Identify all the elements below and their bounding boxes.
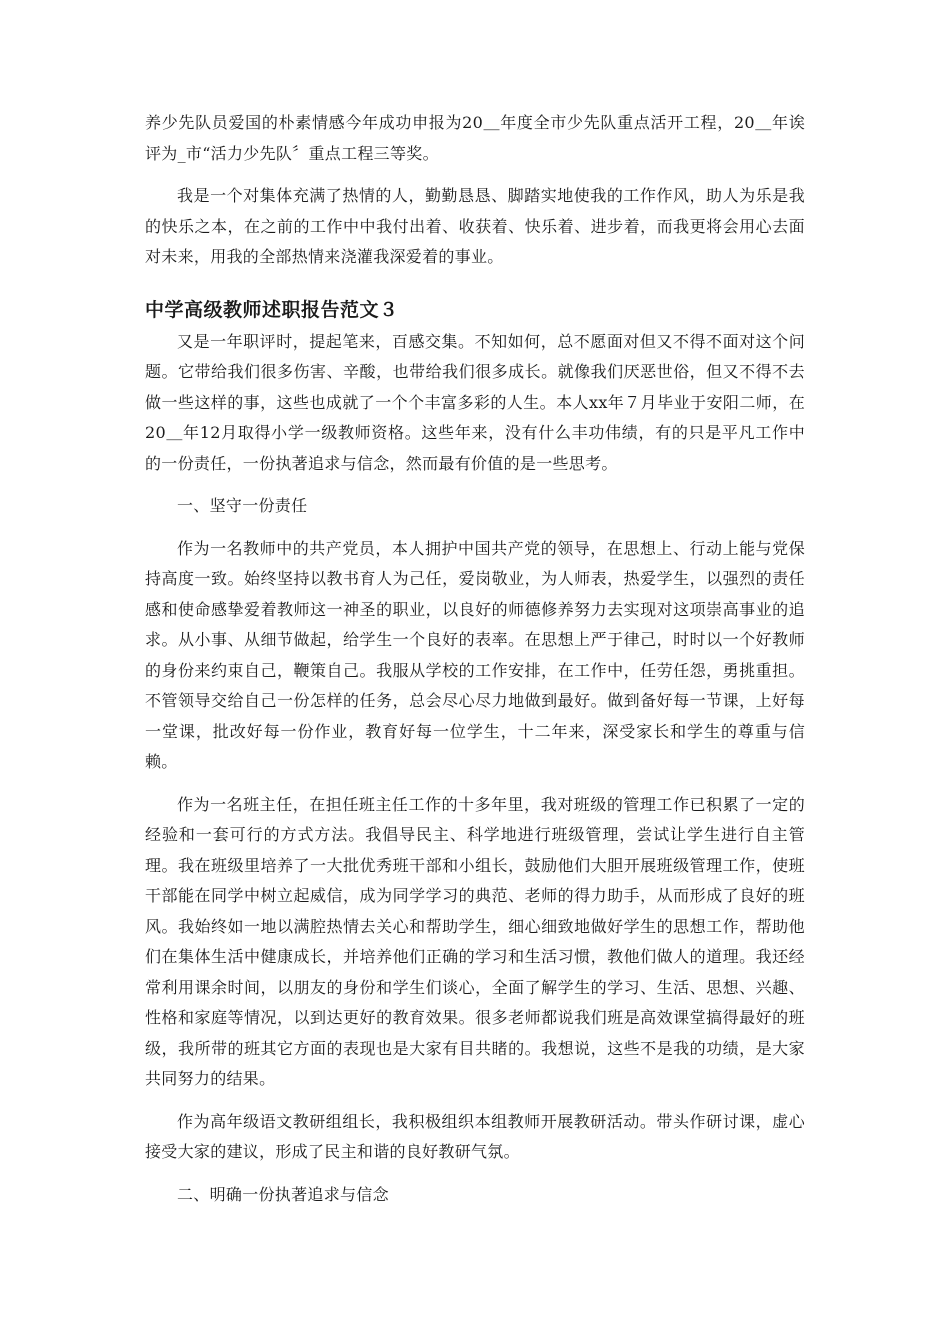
- subheading-pursuit: 二、明确一份执著追求与信念: [177, 1184, 389, 1204]
- paragraph-continued: 养少先队员爱国的朴素情感今年成功申报为20＿年度全市少先队重点活开工程，20＿年诶评为_市“活力少先队〞重点工程三等奖。: [145, 113, 805, 163]
- paragraph-intro: 又是一年职评时，提起笔来，百感交集。不知如何，总不愿面对但又不得不面对这个问题。它带给我们很多伤害、辛酸，也带给我们很多成长。就像我们厌恶世俗，但又不得不去做一些这样的事，这些也成就了一个个丰富多彩的人生。本人xx年７月毕业于安阳二师，在20＿年12月取得小学一级教师资格。这些年来，没有什么丰功伟绩，有的只是平凡工作中的一份责任，一份执著追求与信念，然而最有价值的是一些思考。: [145, 331, 805, 473]
- paragraph-closing: 我是一个对集体充满了热情的人，勤勤恳恳、脚踏实地使我的工作作风，助人为乐是我的快乐之本，在之前的工作中中我付出着、收获着、快乐着、进步着，而我更将会用心去面对未来，用我的全部热情来浇灌我深爱着的事业。: [145, 186, 805, 266]
- document-page: [145, 108, 805, 1210]
- paragraph-party-member: 作为一名教师中的共产党员，本人拥护中国共产党的领导，在思想上、行动上能与党保持高度一致。始终坚持以教书育人为己任，爱岗敬业，为人师表，热爱学生，以强烈的责任感和使命感挚爱着教师这一神圣的职业，以良好的师德修养努力去实现对这项崇高事业的追求。从小事、从细节做起，给学生一个良好的表率。在思想上严于律己，时时以一个好教师的身份来约束自己，鞭策自己。我服从学校的工作安排，在工作中，任劳任怨，勇挑重担。不管领导交给自己一份怎样的任务，总会尽心尽力地做到最好。做到备好每一节课，上好每一堂课，批改好每一份作业，教育好每一位学生，十二年来，深受家长和学生的尊重与信赖。: [145, 538, 805, 771]
- subheading-responsibility: 一、坚守一份责任: [177, 496, 308, 515]
- paragraph-class-teacher: 作为一名班主任，在担任班主任工作的十多年里，我对班级的管理工作已积累了一定的经验和一套可行的方式方法。我倡导民主、科学地进行班级管理，尝试让学生进行自主管理。我在班级里培养了一大批优秀班干部和小组长，鼓励他们大胆开展班级管理工作，使班干部能在同学中树立起威信，成为同学学习的典范、老师的得力助手，从而形成了良好的班风。我始终如一地以满腔热情去关心和帮助学生，细心细致地做好学生的思想工作，帮助他们在集体生活中健康成长，并培养他们正确的学习和生活习惯，教他们做人的道理。我还经常利用课余时间，以朋友的身份和学生们谈心，全面了解学生的学习、生活、思想、兴趣、性格和家庭等情况，以到达更好的教育效果。很多老师都说我们班是高效课堂搞得最好的班级，我所带的班其它方面的表现也是大家有目共睹的。我想说，这些不是我的功绩，是大家共同努力的结果。: [145, 794, 805, 1088]
- paragraph-research-group: 作为高年级语文教研组组长，我积极组织本组教师开展教研活动。带头作研讨课，虚心接受大家的建议，形成了民主和谐的良好教研气氛。: [145, 1111, 805, 1161]
- section-title: 中学高级教师述职报告范文３: [145, 298, 399, 321]
